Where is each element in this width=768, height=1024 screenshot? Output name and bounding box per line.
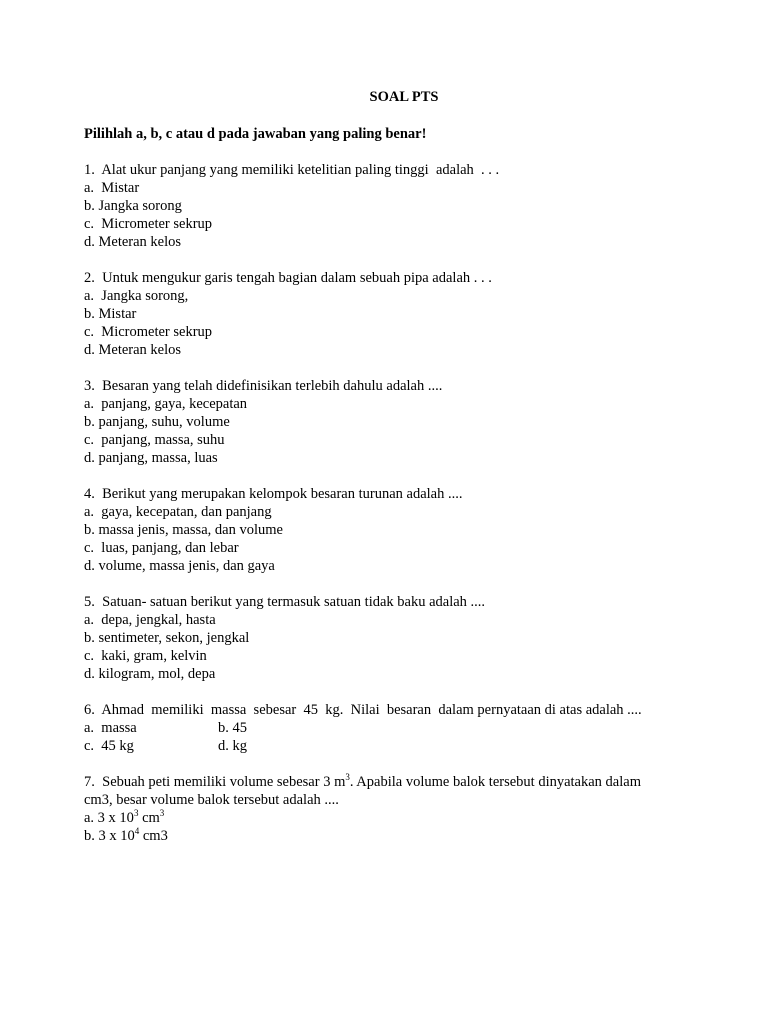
option-d: d. volume, massa jenis, dan gaya bbox=[84, 558, 275, 574]
option-d: d. panjang, massa, luas bbox=[84, 450, 218, 466]
question-text-part: 7. Sebuah peti memiliki volume sebesar 3 m bbox=[84, 774, 346, 790]
option-c: c. Micrometer sekrup bbox=[84, 324, 213, 340]
superscript: 4 bbox=[134, 826, 140, 837]
option-text: cm bbox=[138, 810, 160, 826]
option-b: b. 45 bbox=[218, 720, 247, 736]
option-row bbox=[84, 737, 724, 755]
question-text: 5. Satuan- satuan berikut yang termasuk satuan tidak baku adalah .... bbox=[84, 594, 486, 610]
option-a: a. panjang, gaya, kecepatan bbox=[84, 396, 248, 412]
option-text: cm3 bbox=[139, 828, 168, 844]
question-text-line-1 bbox=[84, 773, 724, 791]
option-a: a. massa bbox=[84, 720, 137, 736]
option-c: c. panjang, massa, suhu bbox=[84, 432, 225, 448]
option-a: a. Mistar bbox=[84, 180, 140, 196]
page-title: SOAL PTS bbox=[369, 89, 439, 105]
question-6 bbox=[84, 701, 724, 755]
option-b bbox=[84, 827, 724, 845]
question-2 bbox=[84, 269, 724, 359]
option-d: d. kg bbox=[218, 738, 247, 754]
question-text-line-2: cm3, besar volume balok tersebut adalah .... bbox=[84, 792, 339, 808]
question-1 bbox=[84, 161, 724, 251]
option-a: a. Jangka sorong, bbox=[84, 288, 189, 304]
question-4 bbox=[84, 485, 724, 575]
question-5 bbox=[84, 593, 724, 683]
question-text: 3. Besaran yang telah didefinisikan terlebih dahulu adalah .... bbox=[84, 378, 443, 394]
option-a: a. depa, jengkal, hasta bbox=[84, 612, 216, 628]
option-c: c. 45 kg bbox=[84, 738, 134, 754]
option-b: b. sentimeter, sekon, jengkal bbox=[84, 630, 250, 646]
question-text: 6. Ahmad memiliki massa sebesar 45 kg. Nilai besaran dalam pernyataan di atas adalah .... bbox=[84, 702, 642, 718]
instruction-text: Pilihlah a, b, c atau d pada jawaban yang paling benar! bbox=[84, 126, 427, 142]
option-b: b. Jangka sorong bbox=[84, 198, 182, 214]
question-text: 2. Untuk mengukur garis tengah bagian dalam sebuah pipa adalah . . . bbox=[84, 270, 492, 286]
option-c: c. kaki, gram, kelvin bbox=[84, 648, 207, 664]
superscript: 3 bbox=[345, 772, 350, 783]
question-3 bbox=[84, 377, 724, 467]
option-b: b. Mistar bbox=[84, 306, 137, 322]
superscript: 3 bbox=[159, 808, 165, 819]
option-c: c. luas, panjang, dan lebar bbox=[84, 540, 239, 556]
question-text: 4. Berikut yang merupakan kelompok besaran turunan adalah .... bbox=[84, 486, 463, 502]
superscript: 3 bbox=[133, 808, 139, 819]
option-d: d. Meteran kelos bbox=[84, 342, 182, 358]
option-text: b. 3 x 10 bbox=[84, 828, 135, 844]
document-page bbox=[84, 88, 724, 863]
option-d: d. Meteran kelos bbox=[84, 234, 182, 250]
option-a: a. gaya, kecepatan, dan panjang bbox=[84, 504, 272, 520]
option-text: a. 3 x 10 bbox=[84, 810, 134, 826]
option-d: d. kilogram, mol, depa bbox=[84, 666, 216, 682]
option-row bbox=[84, 719, 724, 737]
option-c: c. Micrometer sekrup bbox=[84, 216, 213, 232]
question-7 bbox=[84, 773, 724, 845]
option-a bbox=[84, 809, 724, 827]
question-text: 1. Alat ukur panjang yang memiliki ketelitian paling tinggi adalah . . . bbox=[84, 162, 500, 178]
option-b: b. massa jenis, massa, dan volume bbox=[84, 522, 283, 538]
option-b: b. panjang, suhu, volume bbox=[84, 414, 230, 430]
question-text-part: . Apabila volume balok tersebut dinyatakan dalam bbox=[349, 774, 641, 790]
